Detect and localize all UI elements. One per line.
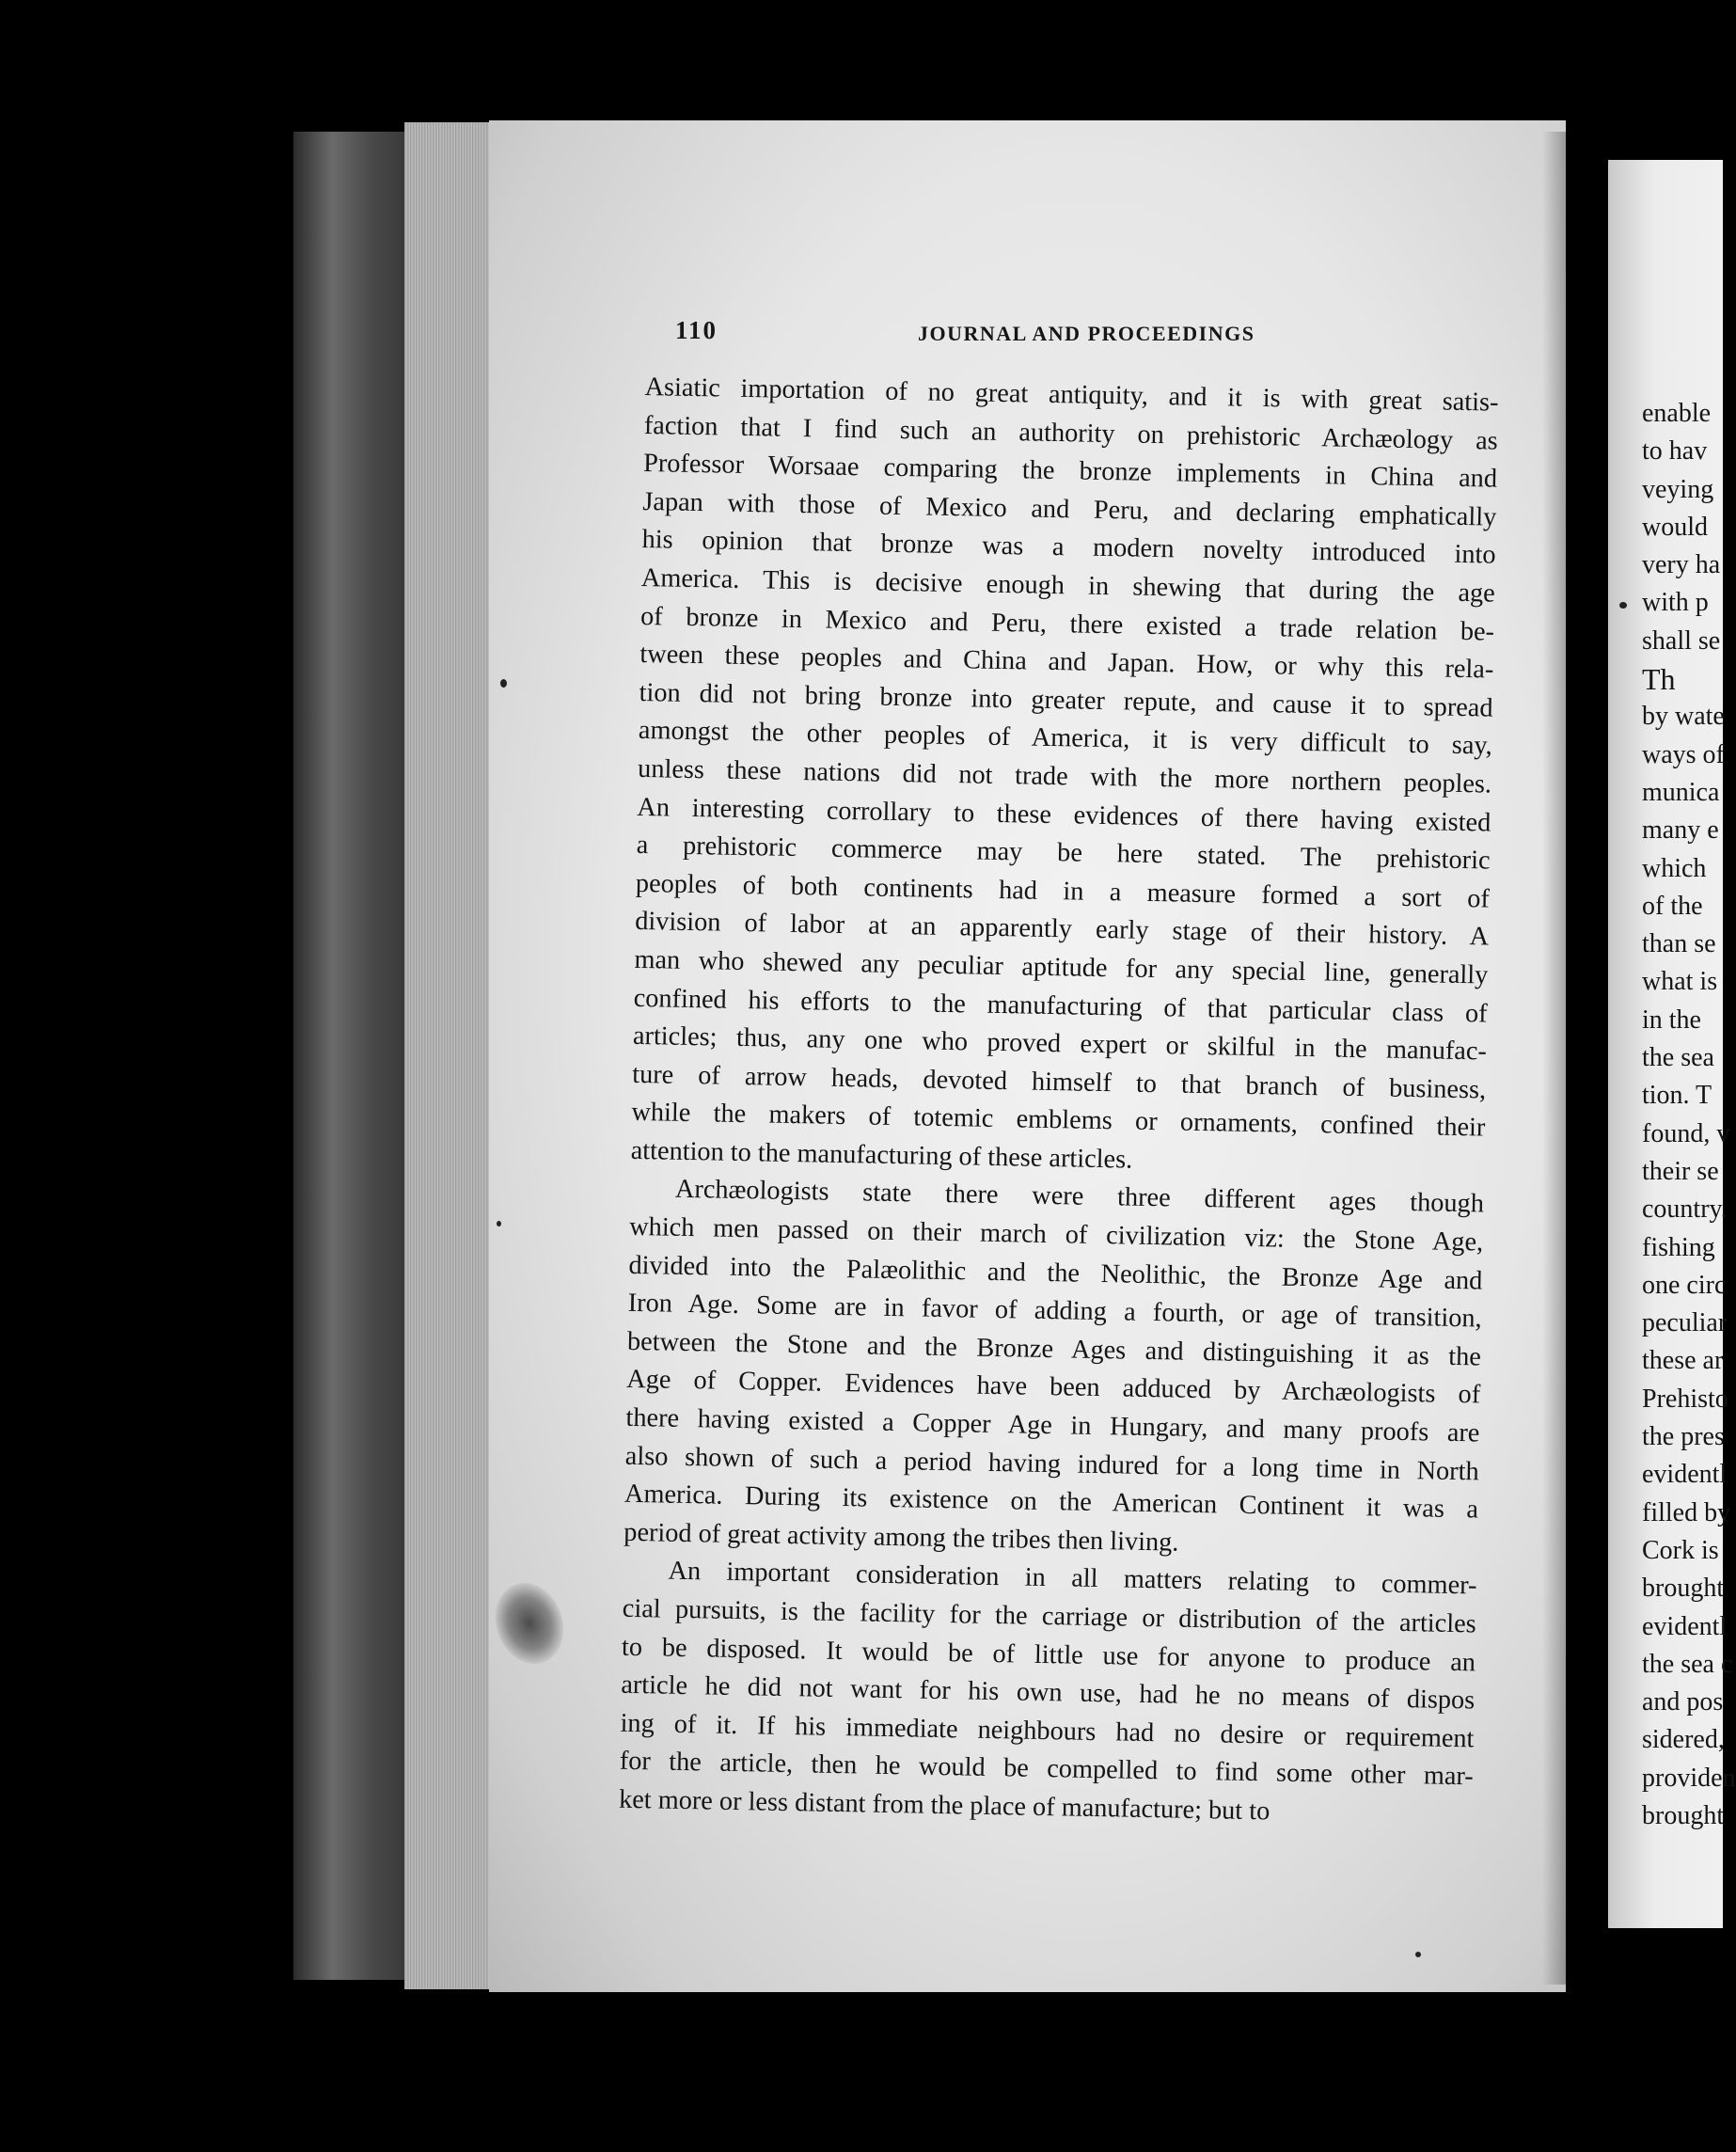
paragraph: [619, 1552, 1477, 1835]
text-line: to be disposed. It would be of little use for anyone to produce an: [621, 1632, 1476, 1678]
page-edge-stack: [404, 122, 494, 1989]
text-line: his opinion that bronze was a modern novelty introduced into: [641, 525, 1496, 570]
text-line: divided into the Palæolithic and the Neolithic, the Bronze Age and: [628, 1250, 1483, 1296]
facing-page-line: and pos: [1642, 1687, 1724, 1717]
text-line: An interesting corrollary to these evidences of there having existed: [637, 792, 1491, 838]
facing-page-line: their se: [1642, 1156, 1719, 1186]
facing-page-line: Prehisto: [1642, 1384, 1728, 1414]
text-line: while the makers of totemic emblems or ornaments, confined their: [631, 1098, 1486, 1143]
page-header: [675, 316, 1286, 354]
facing-page-line: peculiar: [1642, 1308, 1728, 1338]
facing-page-line: than se: [1642, 929, 1716, 959]
facing-page-line: the sea c: [1642, 1649, 1733, 1679]
facing-page-line: what is: [1642, 967, 1718, 997]
facing-page-line: ways of: [1642, 739, 1725, 769]
text-line: Iron Age. Some are in favor of adding a fourth, or age of transition,: [627, 1289, 1482, 1334]
dust-speck: [1619, 602, 1627, 609]
facing-page-line: filled by: [1642, 1497, 1731, 1527]
text-line: which men passed on their march of civilization viz: the Stone Age,: [628, 1211, 1484, 1258]
facing-page-line: with p: [1642, 588, 1709, 618]
text-line: America. During its existence on the American Continent it was a: [623, 1480, 1479, 1525]
facing-page-line: tion. T: [1642, 1081, 1712, 1111]
text-line: tween these peoples and China and Japan. How, or why this rela-: [639, 640, 1494, 685]
text-line: for the article, then he would be compelled to find some other mar-: [619, 1747, 1474, 1792]
facing-page-line: shall se: [1642, 625, 1721, 656]
text-line: tion did not bring bronze into greater repute, and cause it to spread: [639, 677, 1493, 723]
facing-page-line: munica: [1642, 777, 1720, 807]
text-line: faction that I find such an authority on prehistoric Archæology as: [643, 410, 1499, 456]
text-line: period of great activity among the tribes then living.: [623, 1517, 1179, 1558]
facing-page-line: in the: [1642, 1005, 1701, 1035]
facing-page-line: of the: [1642, 891, 1703, 921]
facing-page-line: evidentl: [1642, 1611, 1728, 1641]
book-gutter: [293, 132, 404, 1980]
page-number: 110: [675, 316, 718, 344]
text-line: America. This is decisive enough in shewing that during the age: [640, 562, 1496, 609]
text-line: ing of it. If his immediate neighbours had no desire or requirement: [620, 1708, 1475, 1754]
text-line: ket more or less distant from the place of manufacture; but to: [618, 1784, 1270, 1827]
facing-page-line: found, v: [1642, 1118, 1730, 1148]
facing-page-line: fishing: [1642, 1232, 1715, 1262]
running-head: JOURNAL AND PROCEEDINGS: [918, 322, 1255, 345]
dust-speck: [1415, 1952, 1421, 1957]
body-text: [619, 369, 1499, 1835]
text-line: articles; thus, any one who proved expert or skilful in the manufac-: [632, 1021, 1488, 1067]
facing-page-line: Th: [1642, 662, 1676, 697]
text-line: peoples of both continents had in a measure formed a sort of: [635, 868, 1491, 914]
text-line: article he did not want for his own use, had he no means of dispos: [621, 1669, 1476, 1716]
text-line: man who shewed any peculiar aptitude for any special line, generally: [634, 944, 1489, 990]
text-line: Archæologists state there were three different ages though: [674, 1175, 1485, 1219]
facing-page-line: the sea: [1642, 1043, 1714, 1073]
dust-speck: [497, 1221, 501, 1226]
facing-page-line: evidentl: [1642, 1460, 1728, 1490]
text-line: a prehistoric commerce may be here stated. The prehistoric: [636, 831, 1491, 876]
facing-page-line: which: [1642, 853, 1707, 883]
facing-page-line: country.: [1642, 1195, 1728, 1225]
text-line: confined his efforts to the manufacturing of that particular class of: [633, 983, 1488, 1029]
facing-page-line: brought: [1642, 1574, 1725, 1604]
facing-page-line: providen: [1642, 1763, 1736, 1793]
text-line: unless these nations did not trade with the more northern peoples.: [637, 753, 1492, 799]
facing-page-line: by wate: [1642, 702, 1725, 732]
paragraph: [630, 369, 1498, 1186]
facing-page-line: to hav: [1642, 436, 1708, 467]
facing-page-line: would: [1642, 512, 1708, 542]
facing-page-line: one circ: [1642, 1270, 1727, 1300]
text-line: Asiatic importation of no great antiquity, and it is with great satis-: [644, 372, 1499, 418]
text-line: between the Stone and the Bronze Ages and distinguishing it as the: [626, 1326, 1482, 1372]
facing-page-text: [1642, 395, 1736, 1835]
paragraph: [623, 1170, 1484, 1568]
facing-page-line: enable: [1642, 399, 1712, 428]
facing-page-line: sidered,: [1642, 1725, 1725, 1755]
facing-page-line: veying: [1642, 474, 1714, 504]
text-line: Japan with those of Mexico and Peru, and declaring emphatically: [642, 486, 1497, 532]
text-line: cial pursuits, is the facility for the carriage or distribution of the articles: [622, 1593, 1476, 1639]
binding-shadow: [1542, 132, 1589, 1985]
text-line: Age of Copper. Evidences have been adduced by Archæologists of: [626, 1365, 1481, 1410]
facing-page-line: these ar: [1642, 1346, 1724, 1376]
text-line: attention to the manufacturing of these articles.: [630, 1135, 1133, 1175]
text-line: division of labor at an apparently early stage of their history. A: [634, 907, 1490, 952]
text-line: An important consideration in all matters relating to commer-: [668, 1557, 1477, 1601]
facing-page-line: Cork is: [1642, 1535, 1719, 1565]
text-line: ture of arrow heads, devoted himself to that branch of business,: [631, 1059, 1487, 1105]
text-line: of bronze in Mexico and Peru, there existed a trade relation be-: [639, 601, 1495, 647]
facing-page-line: brought: [1642, 1800, 1725, 1830]
dust-speck: [500, 679, 507, 688]
facing-page-line: very ha: [1642, 550, 1721, 580]
text-line: also shown of such a period having indured for a long time in North: [624, 1441, 1479, 1487]
text-line: there having existed a Copper Age in Hungary, and many proofs are: [625, 1402, 1480, 1448]
text-line: amongst the other peoples of America, it is very difficult to say,: [638, 716, 1493, 761]
facing-page-line: the pres: [1642, 1422, 1725, 1452]
text-line: Professor Worsaae comparing the bronze implements in China and: [642, 449, 1498, 494]
facing-page-line: many e: [1642, 815, 1719, 846]
